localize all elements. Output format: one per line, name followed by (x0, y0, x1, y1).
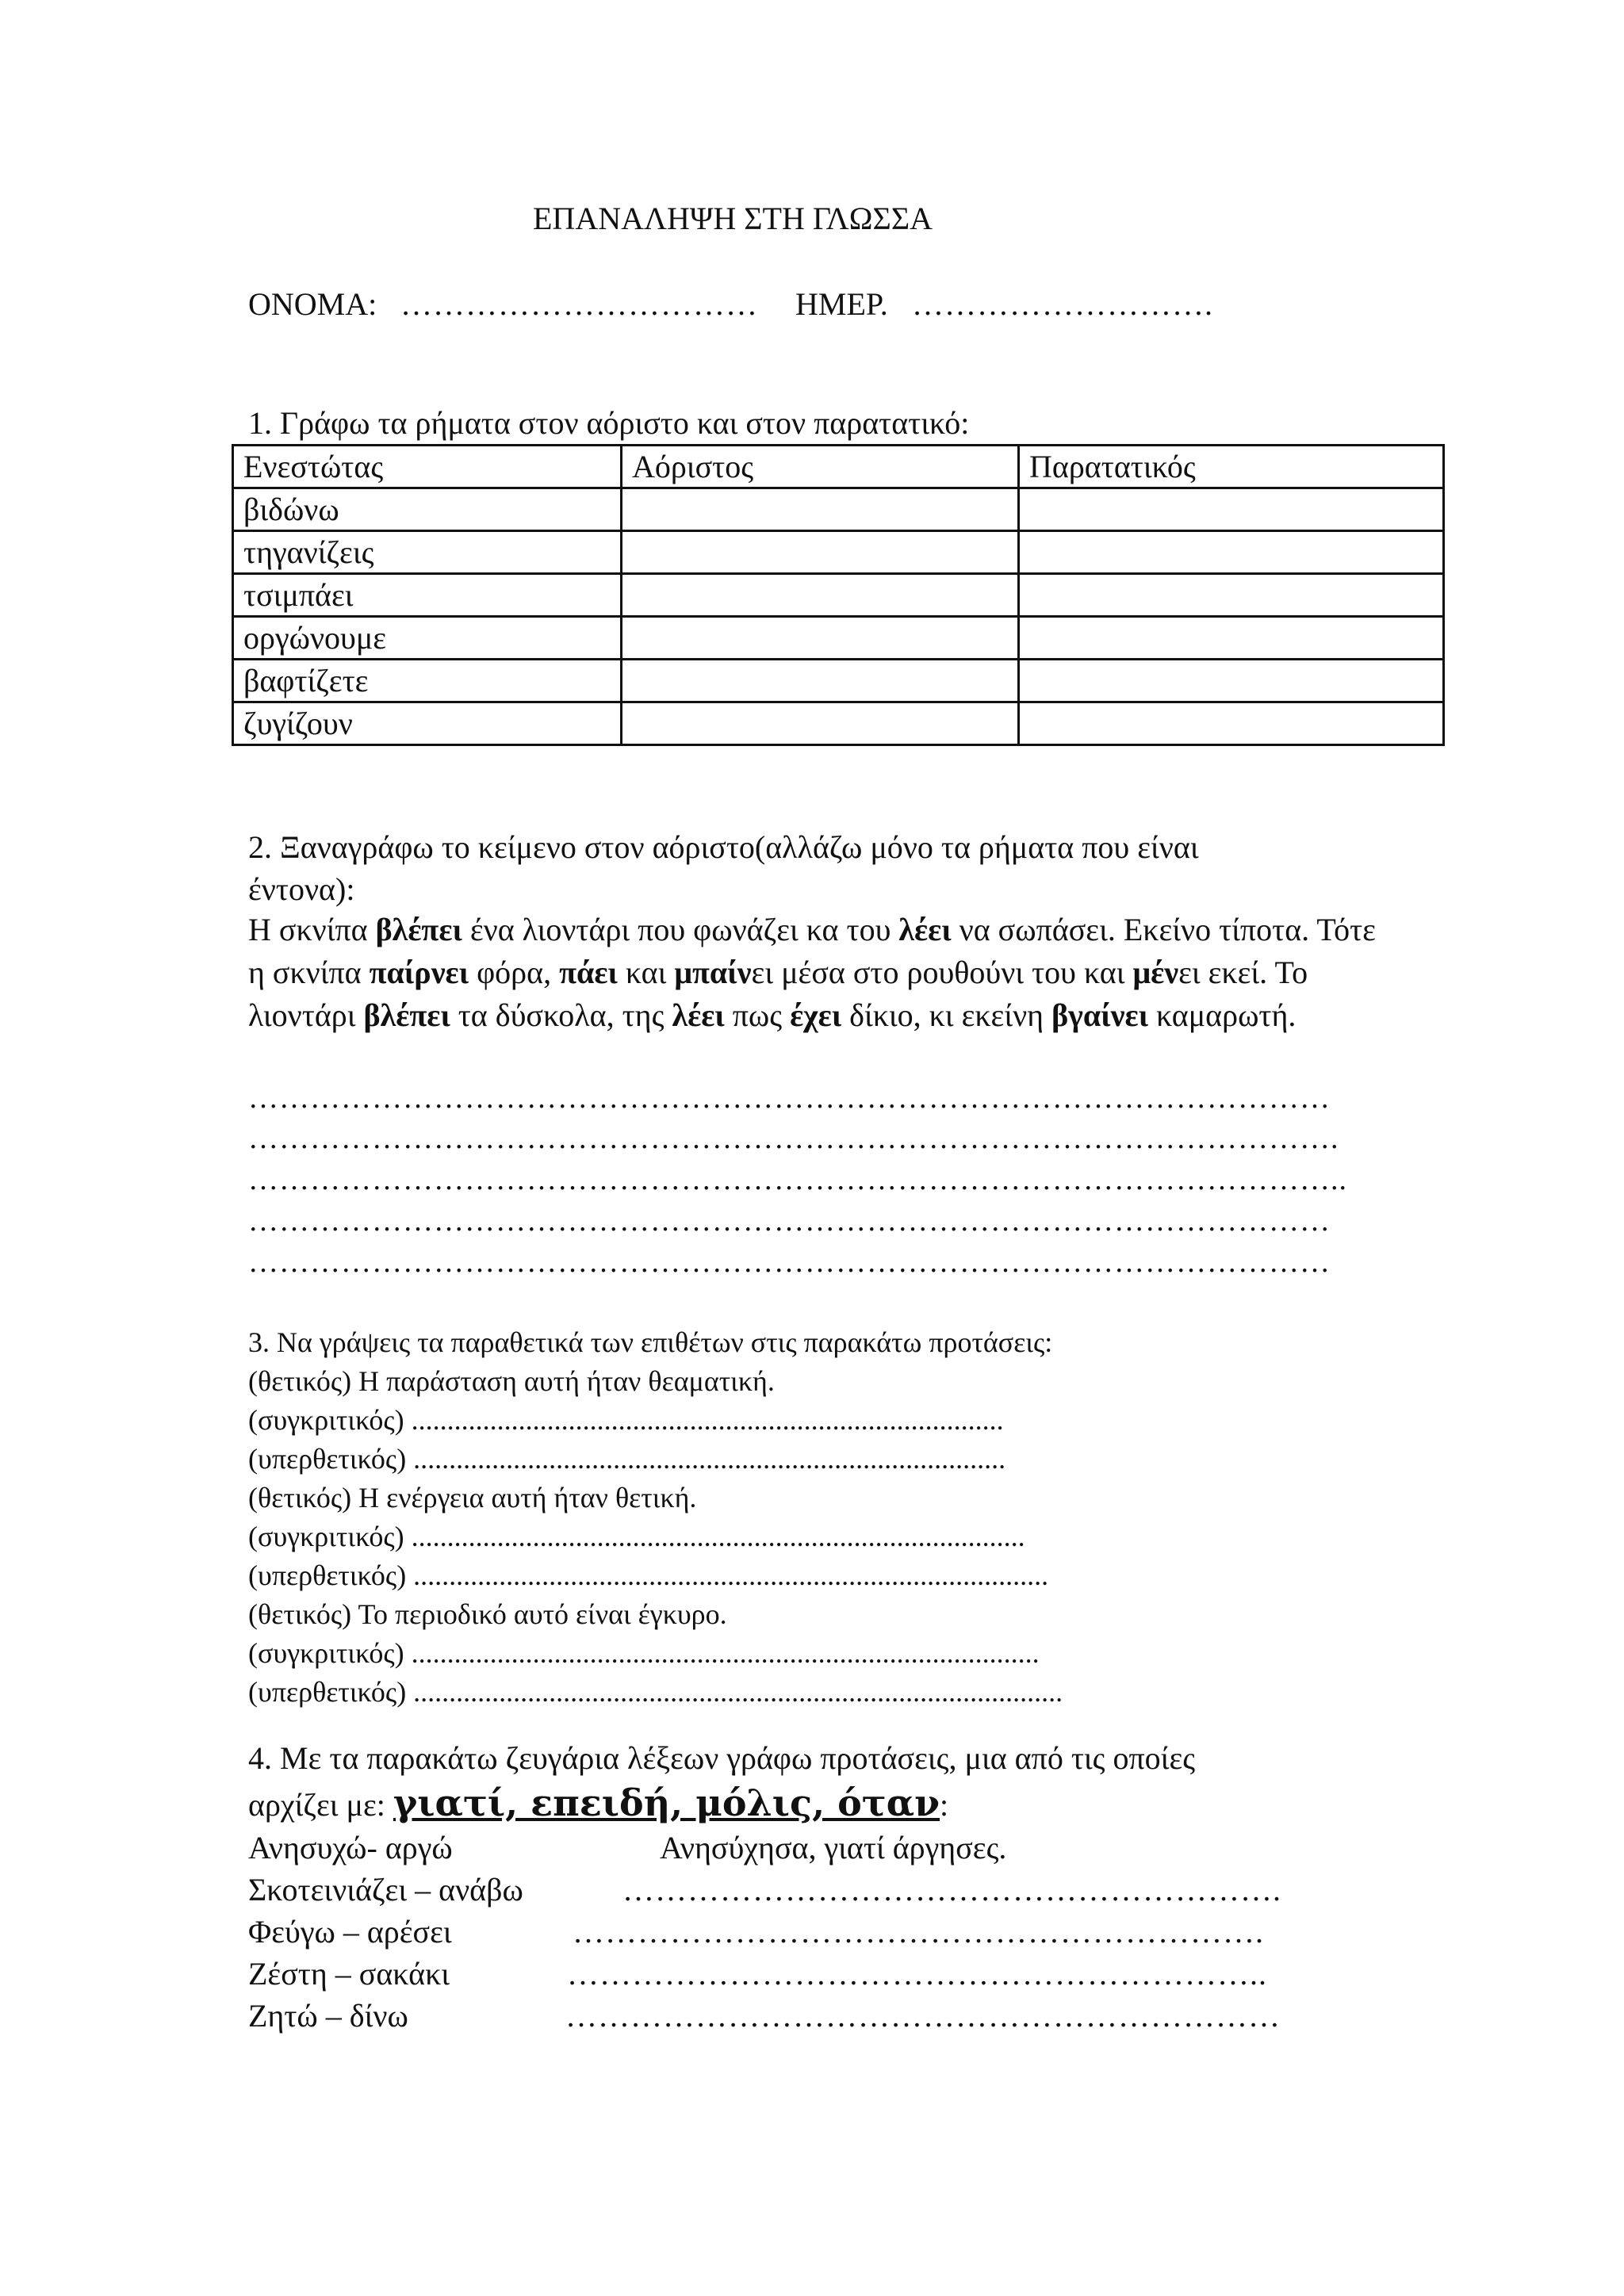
column-header: Ενεστώτας (233, 446, 622, 488)
exercise1-prompt: 1. Γράφω τα ρήματα στον αόριστο και στον παρατατικό: (248, 405, 970, 441)
table-row (233, 531, 1444, 574)
story-text: ένα λιοντάρι που φωνάζει κα του (462, 912, 899, 947)
pair-words: Φεύγω – αρέσει (248, 1914, 452, 1950)
aorist-cell[interactable] (622, 574, 1019, 617)
present-verb: τηγανίζεις (233, 531, 622, 574)
imperfect-cell[interactable] (1019, 702, 1444, 745)
present-verb: ζυγίζουν (233, 702, 622, 745)
story-paragraph (248, 909, 1382, 1037)
imperfect-cell[interactable] (1019, 660, 1444, 702)
story-text: φόρα, (469, 955, 560, 990)
bold-verb: λέει (898, 912, 952, 947)
aorist-cell[interactable] (622, 660, 1019, 702)
story-text: ει εκεί. Το λιοντάρι (248, 955, 1308, 1033)
pair-words: Ζέστη – σακάκι (248, 1956, 450, 1992)
table-row (233, 702, 1444, 745)
table-row (233, 617, 1444, 660)
table-row (233, 660, 1444, 702)
imperfect-cell[interactable] (1019, 574, 1444, 617)
pair-answer[interactable]: ………………………………………………………… (565, 1998, 1281, 2034)
aorist-cell[interactable] (622, 617, 1019, 660)
story-text: πως (724, 997, 791, 1033)
present-verb: τσιμπάει (233, 574, 622, 617)
table-row (233, 574, 1444, 617)
degree-line[interactable]: (συγκριτικός) ................................................................................... (248, 1404, 1004, 1436)
degree-line[interactable]: (συγκριτικός) ...................................................................................... (248, 1521, 1025, 1552)
aorist-cell[interactable] (622, 488, 1019, 531)
name-blank[interactable]: …………………………… (400, 286, 758, 322)
aorist-cell[interactable] (622, 702, 1019, 745)
prompt-prefix: αρχίζει με: (248, 1787, 393, 1823)
verb-table-header (233, 446, 1444, 488)
pair-words: Ζητώ – δίνω (248, 1998, 408, 2034)
bold-verb: βλέπει (375, 912, 462, 947)
answer-line[interactable]: …………………………………………………………………………………………… (248, 1204, 1331, 1238)
pair-words: Σκοτεινιάζει – ανάβω (248, 1872, 523, 1908)
bold-verb: μπαίν (674, 955, 752, 990)
degree-line: (θετικός) Η ενέργεια αυτή ήταν θετική. (248, 1482, 697, 1513)
page-title: ΕΠΑΝΑΛΗΨΗ ΣΤΗ ΓΛΩΣΣΑ (533, 201, 933, 236)
bold-verb: παίρνει (369, 955, 469, 990)
table-row (233, 488, 1444, 531)
story-text: ει μέσα στο ρουθούνι του και (751, 955, 1133, 990)
bold-verb: βλέπει (363, 997, 450, 1033)
column-header: Αόριστος (622, 446, 1019, 488)
degree-line[interactable]: (υπερθετικός) ................................................................................... (248, 1443, 1006, 1475)
imperfect-cell[interactable] (1019, 531, 1444, 574)
name-label: ΟΝΟΜΑ: (248, 286, 377, 322)
answer-line[interactable]: …………………………………………………………………………………………… (248, 1246, 1331, 1279)
answer-line[interactable]: …………………………………………………………………………………………….. (248, 1163, 1347, 1196)
bold-verb: βγαίνει (1051, 997, 1148, 1033)
story-text: Η σκνίπα (248, 912, 376, 947)
column-header: Παρατατικός (1019, 446, 1444, 488)
imperfect-cell[interactable] (1019, 488, 1444, 531)
conjunction-keywords: γιατί, επειδή, μόλις, όταν (393, 1781, 940, 1824)
date-blank[interactable]: ………………………. (912, 286, 1213, 322)
pair-answer[interactable]: ……………………………………………………. (622, 1872, 1281, 1908)
exercise2-prompt-line2: έντονα): (248, 871, 355, 907)
answer-line[interactable]: ……………………………………………………………………………………………. (248, 1122, 1339, 1155)
story-text: δίκιο, κι εκείνη (841, 997, 1052, 1033)
exercise4-prompt-line1: 4. Με τα παρακάτω ζευγάρια λέξεων γράφω προτάσεις, μια από τις οποίες (248, 1740, 1196, 1776)
bold-verb: πάει (559, 955, 618, 990)
pair-answer[interactable]: ……………………………………………………….. (567, 1956, 1267, 1992)
aorist-cell[interactable] (622, 531, 1019, 574)
story-text: να σωπάσει. Εκείνο τίποτα. Τότε η σκνίπα (248, 912, 1376, 990)
degree-line[interactable]: (υπερθετικός) ........................................................................................... (248, 1676, 1063, 1708)
exercise2-prompt-line1: 2. Ξαναγράφω το κείμενο στον αόριστο(αλλάζω μόνο τα ρήματα που είναι (248, 829, 1199, 865)
exercise4-prompt-line2 (248, 1782, 948, 1826)
bold-verb: έχει (790, 997, 842, 1033)
exercise3-prompt: 3. Να γράψεις τα παραθετικά των επιθέτων στις παρακάτω προτάσεις: (248, 1326, 1053, 1358)
pair-words: Ανησυχώ- αργώ (248, 1830, 453, 1866)
degree-line: (θετικός) Το περιοδικό αυτό είναι έγκυρο. (248, 1598, 727, 1630)
story-text: τα δύσκολα, της (450, 997, 672, 1033)
degree-line[interactable]: (συγκριτικός) ........................................................................................ (248, 1637, 1040, 1669)
verb-table (232, 444, 1445, 746)
imperfect-cell[interactable] (1019, 617, 1444, 660)
present-verb: οργώνουμε (233, 617, 622, 660)
story-text: και (617, 955, 675, 990)
present-verb: βαφτίζετε (233, 660, 622, 702)
pair-answer: Ανησύχησα, γιατί άργησες. (660, 1830, 1007, 1866)
bold-verb: μέν (1132, 955, 1179, 990)
bold-verb: λέει (672, 997, 725, 1033)
degree-line[interactable]: (υπερθετικός) ......................................................................................... (248, 1559, 1049, 1591)
degree-line: (θετικός) Η παράσταση αυτή ήταν θεαματική. (248, 1365, 775, 1397)
story-text: καμαρωτή. (1147, 997, 1297, 1033)
date-label: ΗΜΕΡ. (795, 286, 888, 322)
pair-answer[interactable]: ………………………………………………………. (573, 1914, 1264, 1950)
present-verb: βιδώνω (233, 488, 622, 531)
prompt-suffix: : (940, 1787, 949, 1823)
answer-line[interactable]: …………………………………………………………………………………………… (248, 1081, 1331, 1115)
